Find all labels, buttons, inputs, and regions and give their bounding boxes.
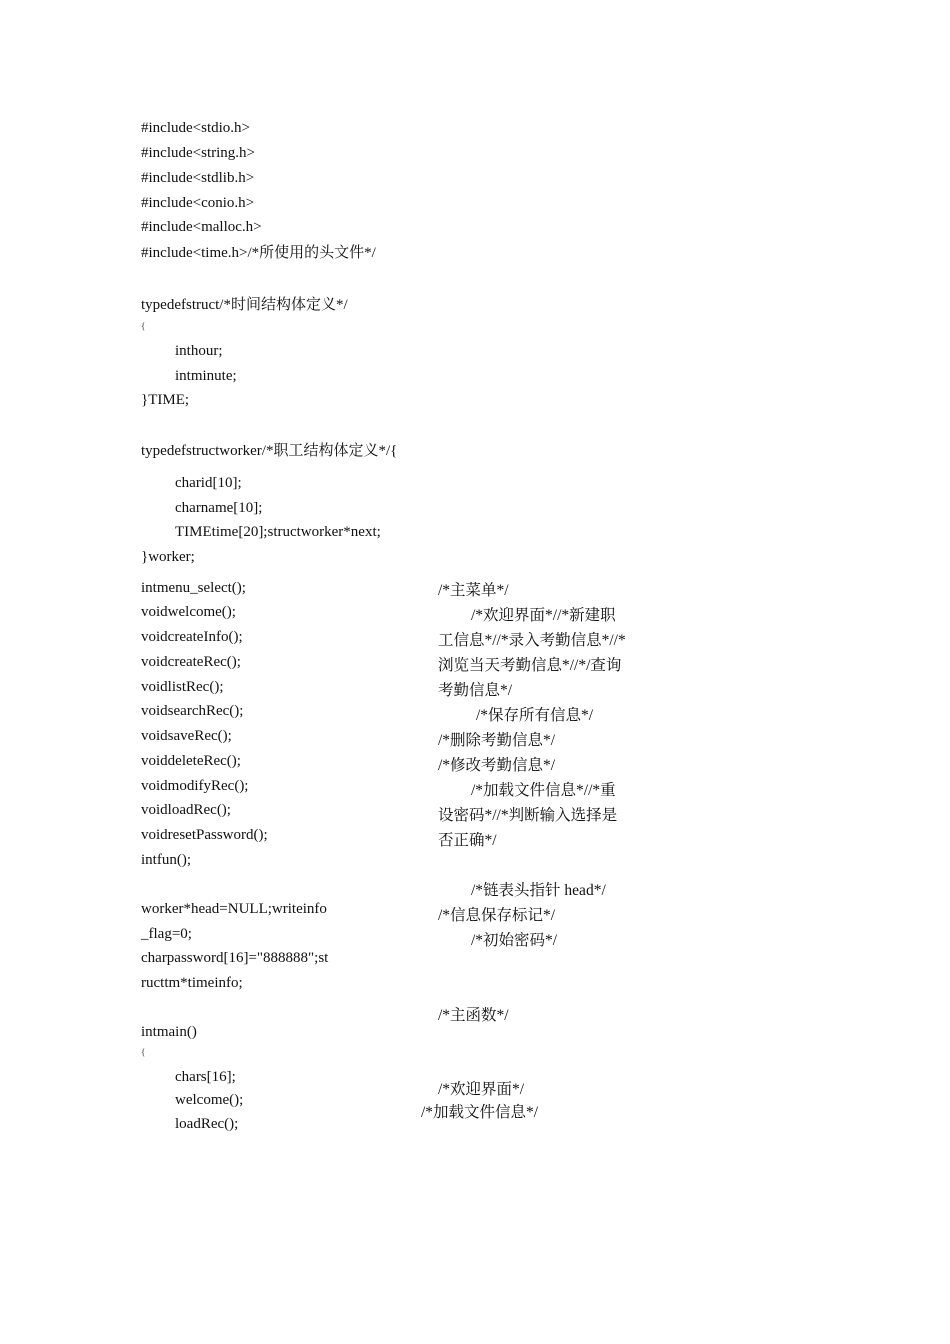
- code-line-main-chars: chars[16];: [175, 1069, 236, 1085]
- comment-welcome-create-info-1: /*欢迎界面*//*新建职: [471, 607, 616, 624]
- code-line-proto-saverec: voidsaveRec();: [141, 728, 232, 744]
- comment-load-reset-3: 否正确*/: [438, 832, 497, 849]
- comment-save-flag: /*信息保存标记*/: [438, 907, 556, 924]
- code-line-main-brace: {: [141, 1047, 146, 1057]
- code-line-include-time: #include<time.h>/*所使用的头文件*/: [141, 245, 376, 261]
- comment-save-all: /*保存所有信息*/: [476, 707, 594, 724]
- comment-main-welcome: /*欢迎界面*/: [438, 1081, 525, 1098]
- code-line-main-welcome: welcome();: [175, 1092, 244, 1108]
- code-line-time-struct-close: }TIME;: [141, 392, 190, 408]
- code-line-worker-member-name: charname[10];: [175, 500, 263, 516]
- code-line-time-member-hour: inthour;: [175, 343, 223, 359]
- comment-main-function: /*主函数*/: [438, 1007, 509, 1024]
- code-line-main-loadrec: loadRec();: [175, 1116, 239, 1132]
- code-line-worker-struct-open: typedefstructworker/*职工结构体定义*/{: [141, 443, 398, 459]
- comment-load-reset-2: 设密码*//*判断输入选择是: [438, 807, 618, 824]
- code-line-global-head-2: _flag=0;: [141, 926, 192, 942]
- code-line-worker-member-time-next: TIMEtime[20];structworker*next;: [175, 524, 381, 540]
- code-line-proto-searchrec: voidsearchRec();: [141, 703, 244, 719]
- comment-main-loadrec: /*加载文件信息*/: [421, 1104, 539, 1121]
- code-line-include-stdio: #include<stdio.h>: [141, 120, 250, 136]
- code-line-proto-createrec: voidcreateRec();: [141, 654, 241, 670]
- code-line-proto-deleterec: voiddeleteRec();: [141, 753, 241, 769]
- code-line-time-struct-open: typedefstruct/*时间结构体定义*/: [141, 297, 348, 313]
- comment-list-head: /*链表头指针 head*/: [471, 882, 606, 899]
- code-line-time-member-minute: intminute;: [175, 368, 237, 384]
- comment-delete-rec: /*删除考勤信息*/: [438, 732, 556, 749]
- code-line-global-password-1: charpassword[16]="888888";st: [141, 950, 329, 966]
- code-line-include-string: #include<string.h>: [141, 145, 255, 161]
- code-line-proto-createinfo: voidcreateInfo();: [141, 629, 243, 645]
- code-line-proto-loadrec: voidloadRec();: [141, 802, 231, 818]
- code-line-worker-member-id: charid[10];: [175, 475, 242, 491]
- code-line-time-struct-brace: {: [141, 321, 146, 331]
- comment-create-info-2: 工信息*//*录入考勤信息*//*: [438, 632, 626, 649]
- code-line-proto-fun: intfun();: [141, 852, 191, 868]
- code-line-global-head-1: worker*head=NULL;writeinfo: [141, 901, 327, 917]
- code-line-include-conio: #include<conio.h>: [141, 195, 255, 211]
- code-line-proto-resetpassword: voidresetPassword();: [141, 827, 268, 843]
- code-line-proto-welcome: voidwelcome();: [141, 604, 236, 620]
- code-line-proto-modifyrec: voidmodifyRec();: [141, 778, 249, 794]
- code-line-main-signature: intmain(): [141, 1024, 197, 1040]
- code-line-worker-struct-close: }worker;: [141, 549, 195, 565]
- code-line-global-password-2: ructtm*timeinfo;: [141, 975, 243, 991]
- code-line-proto-menu-select: intmenu_select();: [141, 580, 246, 596]
- code-line-include-malloc: #include<malloc.h>: [141, 219, 262, 235]
- code-line-include-stdlib: #include<stdlib.h>: [141, 170, 255, 186]
- comment-load-reset-1: /*加载文件信息*//*重: [471, 782, 616, 799]
- comment-list-search-2: 考勤信息*/: [438, 682, 513, 699]
- comment-modify-rec: /*修改考勤信息*/: [438, 757, 556, 774]
- comment-main-menu: /*主菜单*/: [438, 582, 509, 599]
- comment-list-search-1: 浏览当天考勤信息*//*/查询: [438, 657, 622, 674]
- code-line-proto-listrec: voidlistRec();: [141, 679, 224, 695]
- comment-initial-password: /*初始密码*/: [471, 932, 558, 949]
